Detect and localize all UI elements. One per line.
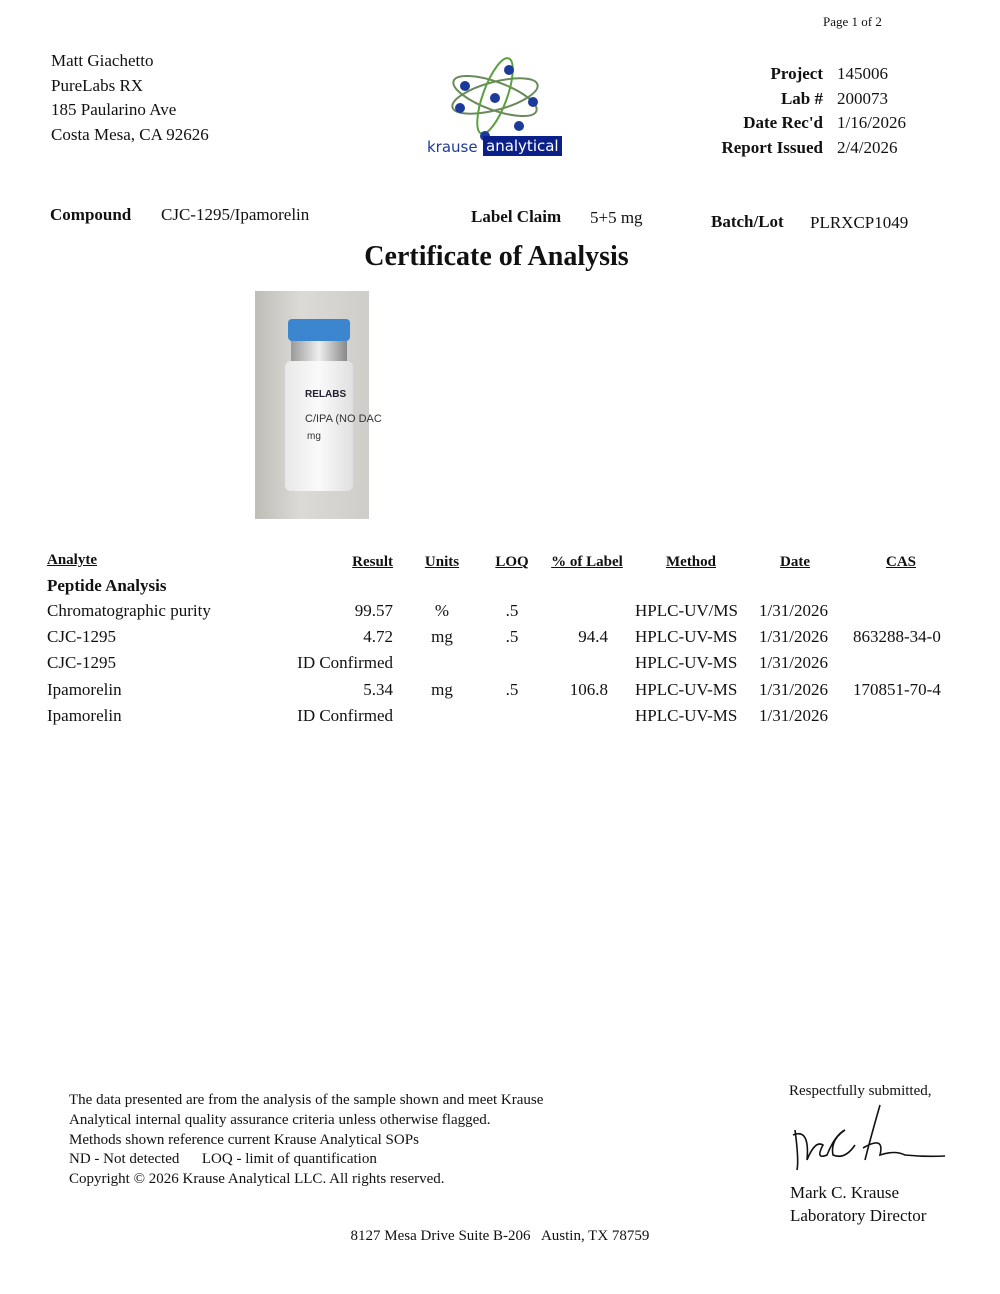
vial-cap [288,319,350,341]
cell-pct: 94.4 [578,627,608,647]
cell-date: 1/31/2026 [759,679,828,699]
compound-label: Compound [50,205,132,224]
cell-units: mg [431,679,453,699]
copyright-line: Copyright © 2026 Krause Analytical LLC. All rights reserved. [69,1171,445,1188]
cell-date: 1/31/2026 [759,653,828,673]
cell-pct: 106.8 [569,679,608,699]
signer-block [790,1181,926,1227]
header-method: Method [666,554,716,570]
batch-label: Batch/Lot [711,212,784,231]
client-company: PureLabs RX [51,75,144,95]
disclaimer-line: Methods shown reference current Krause Analytical SOPs [69,1131,419,1148]
signer-name: Mark C. Krause [790,1183,900,1202]
document-title: Certificate of Analysis [364,241,629,272]
cell-method: HPLC-UV-MS [635,653,738,673]
lab-label: Lab # [780,88,823,108]
cell-loq: .5 [505,679,519,699]
logo-word-krause: krause [427,138,478,156]
project-number: 145006 [837,64,888,83]
received-label: Date Rec'd [743,113,823,132]
cell-analyte: Ipamorelin [47,705,122,725]
cell-result: 99.57 [354,601,393,620]
cell-method: HPLC-UV/MS [635,601,738,620]
cell-method: HPLC-UV-MS [635,627,738,647]
signer-title: Laboratory Director [790,1206,927,1225]
product-vial-photo [255,291,382,519]
vial-dose: mg [307,431,321,442]
cell-method: HPLC-UV-MS [635,705,738,725]
info-values [837,62,906,160]
client-address [51,49,209,147]
cell-result: ID Confirmed [297,653,393,673]
header-units: Units [424,554,460,570]
cell-result: ID Confirmed [297,705,393,725]
cell-analyte: Ipamorelin [47,679,122,699]
cell-method: HPLC-UV-MS [635,679,738,699]
cell-analyte: Chromatographic purity [47,601,211,620]
signature [785,1100,950,1178]
disclaimer [69,1091,543,1190]
cell-units: mg [431,627,453,647]
cell-cas: 170851-70-4 [853,679,941,699]
vial-crimp [291,341,347,361]
vial-product: C/IPA (NO DAC [305,413,382,425]
label-claim-label: Label Claim [471,207,562,226]
header-cas: CAS [885,554,916,570]
cell-result: 5.34 [363,679,393,699]
legend-line: ND - Not detected LOQ - limit of quantification [69,1151,377,1168]
issued-label: Report Issued [721,137,823,157]
krause-logo [425,48,575,163]
header-analyte: Analyte [47,552,97,568]
client-city: Costa Mesa, CA 92626 [51,124,209,144]
date-received: 1/16/2026 [837,113,906,132]
page-number: Page 1 of 2 [823,14,882,29]
cell-result: 4.72 [363,627,393,647]
label-claim-value: 5+5 mg [590,208,643,227]
batch-value: PLRXCP1049 [810,213,909,232]
cell-loq: .5 [505,627,519,647]
compound-value: CJC-1295/Ipamorelin [161,205,310,224]
client-name: Matt Giachetto [51,51,154,70]
lab-number: 200073 [837,88,888,108]
cell-cas: 863288-34-0 [853,627,941,647]
header-loq: LOQ [495,554,529,570]
disclaimer-line: The data presented are from the analysis of the sample shown and meet Krause [69,1092,544,1108]
cell-analyte: CJC-1295 [47,653,116,673]
vial-brand: RELABS [305,389,347,400]
project-label: Project [770,64,823,83]
section-peptide-analysis: Peptide Analysis [47,576,167,595]
submitted-text: Respectfully submitted, [789,1083,932,1099]
header-result: Result [352,554,393,570]
info-labels [700,62,823,160]
cell-date: 1/31/2026 [759,705,828,725]
cell-date: 1/31/2026 [759,627,828,647]
header-pct-label: % of Label [551,554,623,570]
cell-analyte: CJC-1295 [47,627,116,647]
disclaimer-line: Analytical internal quality assurance criteria unless otherwise flagged. [69,1111,491,1128]
vial-body [285,361,382,491]
client-street: 185 Paularino Ave [51,100,177,119]
report-issued: 2/4/2026 [837,137,898,157]
header-date: Date [780,554,810,570]
cell-units: % [434,601,450,620]
lab-address: 8127 Mesa Drive Suite B-206 Austin, TX 78759 [350,1228,650,1244]
cell-date: 1/31/2026 [759,601,828,620]
logo-word-analytical: analytical [483,136,562,156]
cell-loq: .5 [505,601,519,620]
